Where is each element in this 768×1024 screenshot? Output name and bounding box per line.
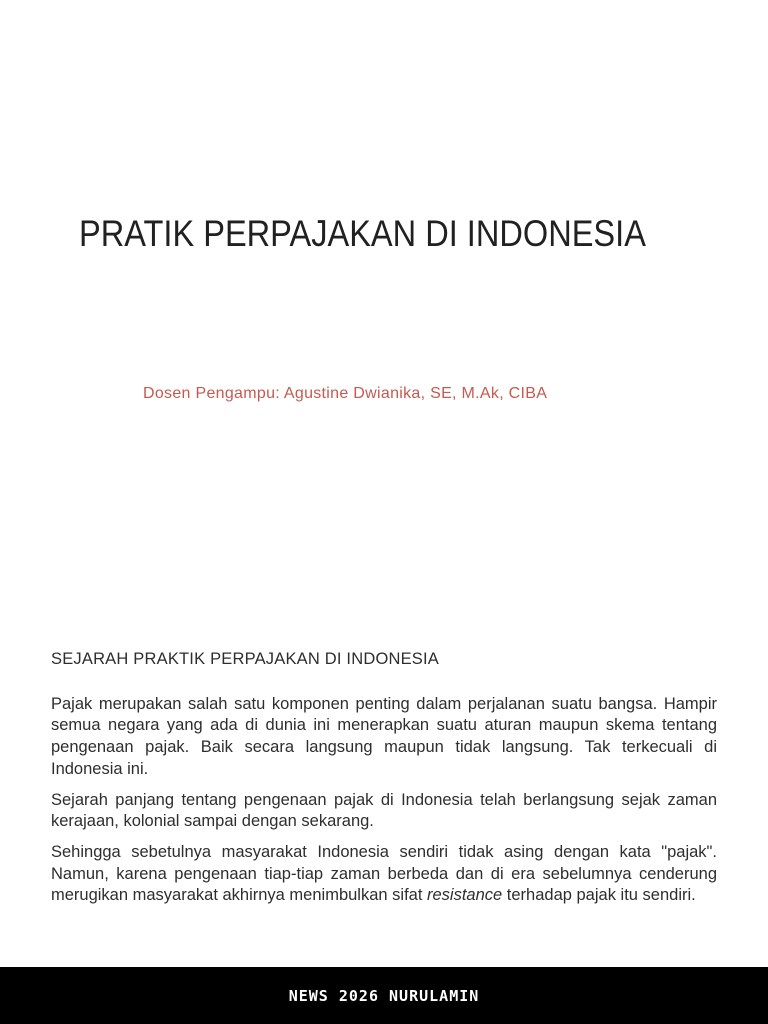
body-content	[51, 649, 717, 916]
lecturer-subtitle: Dosen Pengampu: Agustine Dwianika, SE, M.Ak, CIBA	[143, 385, 548, 402]
footer-bar	[0, 967, 768, 1024]
italic-term: resistance	[427, 886, 503, 905]
paragraph-3-text-before: Sehingga sebetulnya masyarakat Indonesia sendiri tidak asing dengan kata "pajak". Namun, karena pengenaan tiap-tiap zaman berbeda dan di era sebelumnya cenderung merugikan masyarakat akhirnya menimbulkan sifat	[51, 842, 717, 905]
paragraph-1: Pajak merupakan salah satu komponen penting dalam perjalanan suatu bangsa. Hampir semua negara yang ada di dunia ini menerapkan suatu aturan maupun skema tentang pengenaan pajak. Baik secara langsung maupun tidak langsung. Tak terkecuali di Indonesia ini.	[51, 694, 717, 778]
document-title: PRATIK PERPAJAKAN DI INDONESIA	[79, 213, 646, 254]
paragraph-3	[51, 842, 717, 907]
paragraph-3-text-after: terhadap pajak itu sendiri.	[502, 886, 696, 905]
watermark-text: NEWS 2026 NURULAMIN	[288, 986, 480, 1005]
section-heading: SEJARAH PRAKTIK PERPAJAKAN DI INDONESIA	[51, 650, 440, 668]
paragraph-2: Sejarah panjang tentang pengenaan pajak di Indonesia telah berlangsung sejak zaman kerajaan, kolonial sampai dengan sekarang.	[51, 790, 717, 831]
